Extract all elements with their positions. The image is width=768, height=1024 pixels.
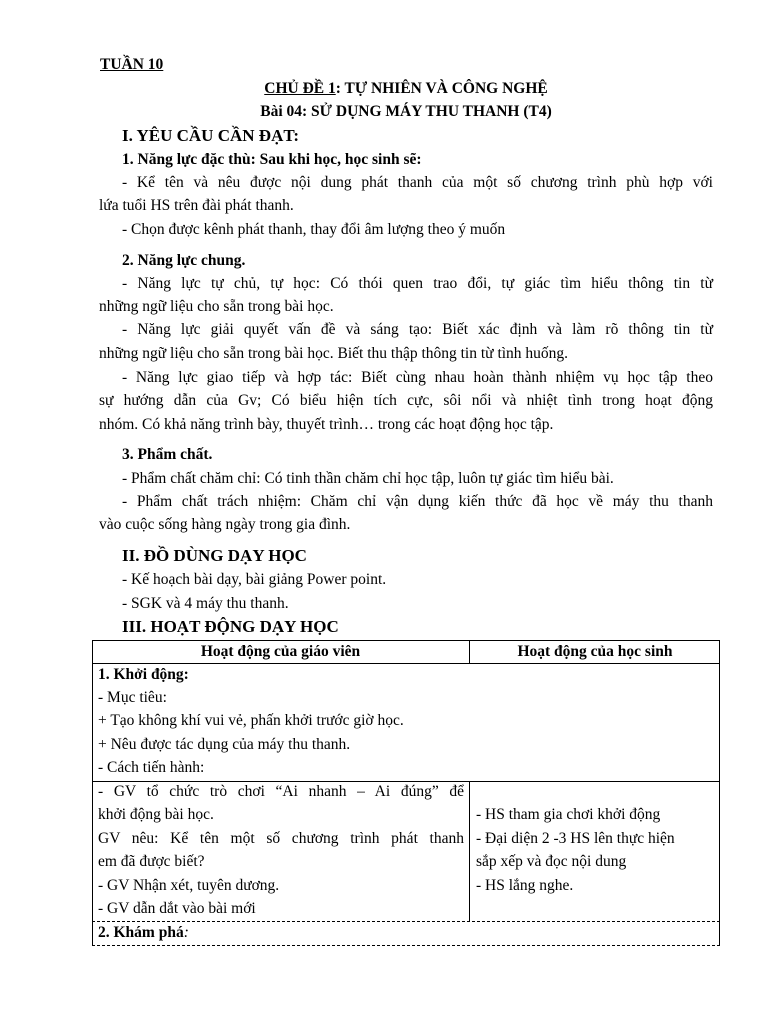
table-border-right [719,640,720,946]
section-1-2-heading: 2. Năng lực chung. [122,252,246,269]
row-2-teacher-line-6: - GV dẫn dắt vào bài mới [98,900,256,917]
row-2-student-line-4: - HS lắng nghe. [476,877,574,894]
section-1-1-heading: 1. Năng lực đặc thù: Sau khi học, học sinh sẽ: [122,151,422,168]
table-row2-divider [469,781,470,922]
topic-title [92,79,720,99]
table-bottom-dashed-line [92,945,720,946]
row-1-line-4: - Cách tiến hành: [98,759,205,776]
row-3-heading-wrap [98,921,189,944]
table-header-student: Hoạt động của học sinh [517,643,673,660]
section-2-line-2: - SGK và 4 máy thu thanh. [122,595,289,612]
section-1-2-line-7: nhóm. Có khả năng trình bày, thuyết trình… trong các hoạt động học tập. [99,416,554,433]
row-2-student-line-3: sắp xếp và đọc nội dung [476,853,627,870]
row-2-teacher-line-1: - GV tổ chức trò chơi “Ai nhanh – Ai đúng” để [98,783,464,800]
section-1-heading: I. YÊU CẦU CẦN ĐẠT: [122,126,300,145]
row-2-teacher-line-2: khởi động bài học. [98,806,214,823]
section-2-heading: II. ĐỒ DÙNG DẠY HỌC [122,546,307,565]
row-1-line-2: + Tạo không khí vui vẻ, phấn khởi trước giờ học. [98,712,404,729]
section-1-2-line-4: những ngữ liệu cho sẵn trong bài học. Biết thu thập thông tin từ tình huống. [99,345,569,362]
row-1-line-3: + Nêu được tác dụng của máy thu thanh. [98,736,351,753]
table-border-left [92,640,93,946]
row-2-teacher-line-3: GV nêu: Kể tên một số chương trình phát thanh [98,830,464,847]
topic-name: : TỰ NHIÊN VÀ CÔNG NGHỆ [335,80,548,97]
row-1-line-1: - Mục tiêu: [98,689,167,706]
section-1-2-line-5: - Năng lực giao tiếp và hợp tác: Biết cùng nhau hoàn thành nhiệm vụ học tập theo [122,369,713,386]
section-1-2-line-3: - Năng lực giải quyết vấn đề và sáng tạo: Biết xác định và làm rõ thông tin từ [122,321,713,338]
section-1-2-line-6: sự hướng dẫn của Gv; Có biểu hiện tích cực, sôi nổi và nhiệt tình trong hoạt động [99,392,713,409]
section-1-3-line-2: - Phẩm chất trách nhiệm: Chăm chỉ vận dụng kiến thức đã học về máy thu thanh [122,493,713,510]
row-2-teacher-line-4: em đã được biết? [98,853,205,870]
section-1-1-line-1: - Kể tên và nêu được nội dung phát thanh của một số chương trình phù hợp với [122,174,713,191]
row-3-heading: 2. Khám phá [98,924,184,941]
section-1-3-heading: 3. Phẩm chất. [122,446,213,463]
row-2-student-line-1: - HS tham gia chơi khởi động [476,806,661,823]
section-3-heading: III. HOẠT ĐỘNG DẠY HỌC [122,617,339,636]
section-1-3-line-3: vào cuộc sống hàng ngày trong gia đình. [99,516,351,533]
row-1-heading: 1. Khởi động: [98,666,189,683]
week-label: TUẦN 10 [100,56,164,73]
row-3-colon: : [183,924,189,941]
topic-prefix: CHỦ ĐỀ 1 [264,80,336,97]
section-2-line-1: - Kế hoạch bài dạy, bài giảng Power point. [122,571,387,588]
section-1-1-line-2: lứa tuổi HS trên đài phát thanh. [99,197,294,214]
section-1-1-line-3: - Chọn được kênh phát thanh, thay đổi âm lượng theo ý muốn [122,221,506,238]
section-1-2-line-1: - Năng lực tự chủ, tự học: Có thói quen trao đổi, tự giác tìm hiểu thông tin từ [122,275,713,292]
activities-table [92,640,720,946]
section-1-2-line-2: những ngữ liệu cho sẵn trong bài học. [99,298,334,315]
row-2-teacher-line-5: - GV Nhận xét, tuyên dương. [98,877,280,894]
row-2-student-line-2: - Đại diện 2 -3 HS lên thực hiện [476,830,675,847]
section-1-3-line-1: - Phẩm chất chăm chỉ: Có tinh thần chăm chỉ học tập, luôn tự giác tìm hiểu bài. [122,470,614,487]
table-header-teacher: Hoạt động của giáo viên [200,643,361,660]
lesson-title: Bài 04: SỬ DỤNG MÁY THU THANH (T4) [260,103,552,120]
